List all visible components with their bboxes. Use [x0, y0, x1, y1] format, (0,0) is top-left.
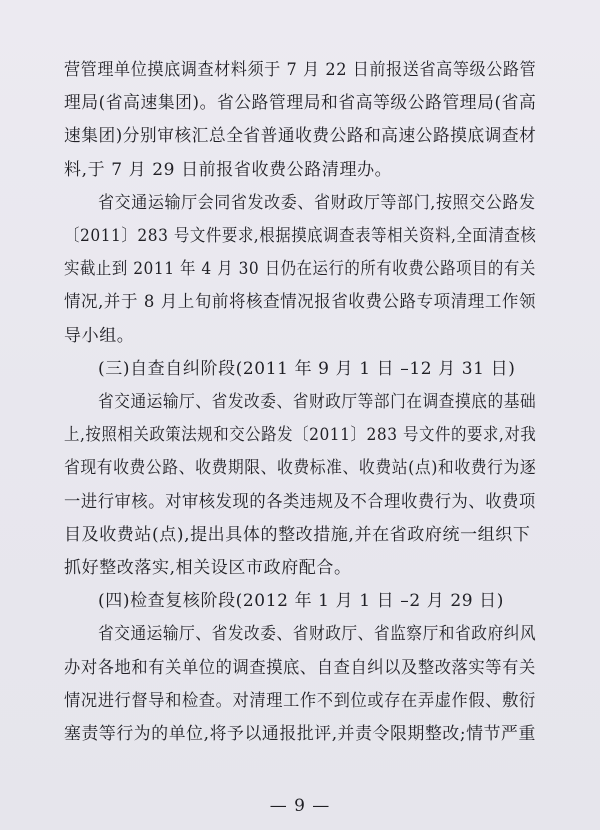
text-line-20: 情况进行督导和检查。对清理工作不到位或存在弄虚作假、敷衍 [64, 690, 536, 711]
text-line-8: 情况,并于 8 月上旬前将核查情况报省收费公路专项清理工作领 [64, 292, 537, 313]
text-line-6: 〔2011〕283 号文件要求,根据摸底调查表等相关资料,全面清查核 [64, 226, 537, 246]
text-line-19: 办对各地和有关单位的调查摸底、自查自纠以及整改落实等有关 [64, 657, 536, 678]
section-heading-4: (四)检查复核阶段(2012 年 1 月 1 日 –2 月 29 日) [98, 591, 505, 612]
text-line-5: 省交通运输厅会同省发改委、省财政厅等部门,按照交公路发 [98, 192, 536, 213]
text-line-7: 实截止到 2011 年 4 月 30 日仍在运行的所有收费公路项目的有关 [64, 259, 536, 280]
text-line-13: 省现有收费公路、收费期限、收费标准、收费站(点)和收费行为逐 [64, 458, 537, 479]
text-line-16: 抓好整改落实,相关设区市政府配合。 [64, 558, 352, 578]
text-line-18: 省交通运输厅、省发改委、省财政厅、省监察厅和省政府纠风 [98, 624, 537, 645]
text-line-11: 省交通运输厅、省发改委、省财政厅等部门在调查摸底的基础 [98, 392, 537, 412]
text-line-12: 上,按照相关政策法规和交公路发〔2011〕283 号文件的要求,对我 [64, 425, 537, 446]
text-line-21: 塞责等行为的单位,将予以通报批评,并责令限期整改;情节严重 [64, 724, 536, 744]
text-line-4: 料,于 7 月 29 日前报省收费公路清理办。 [64, 159, 393, 180]
text-line-14: 一进行审核。对审核发现的各类违规及不合理收费行为、收费项 [64, 491, 536, 512]
text-line-15: 目及收费站(点),提出具体的整改措施,并在省政府统一组织下 [64, 524, 531, 545]
page-number: — 9 — [269, 796, 331, 816]
section-heading-3: (三)自查自纠阶段(2011 年 9 月 1 日 –12 月 31 日) [98, 358, 516, 379]
text-line-2: 理局(省高速集团)。省公路管理局和省高等级公路管理局(省高 [64, 93, 537, 114]
text-line-3: 速集团)分别审核汇总全省普通收费公路和高速公路摸底调查材 [64, 126, 537, 147]
text-line-1: 营管理单位摸底调查材料须于 7 月 22 日前报送省高等级公路管 [64, 60, 537, 80]
text-line-9: 导小组。 [64, 325, 135, 346]
